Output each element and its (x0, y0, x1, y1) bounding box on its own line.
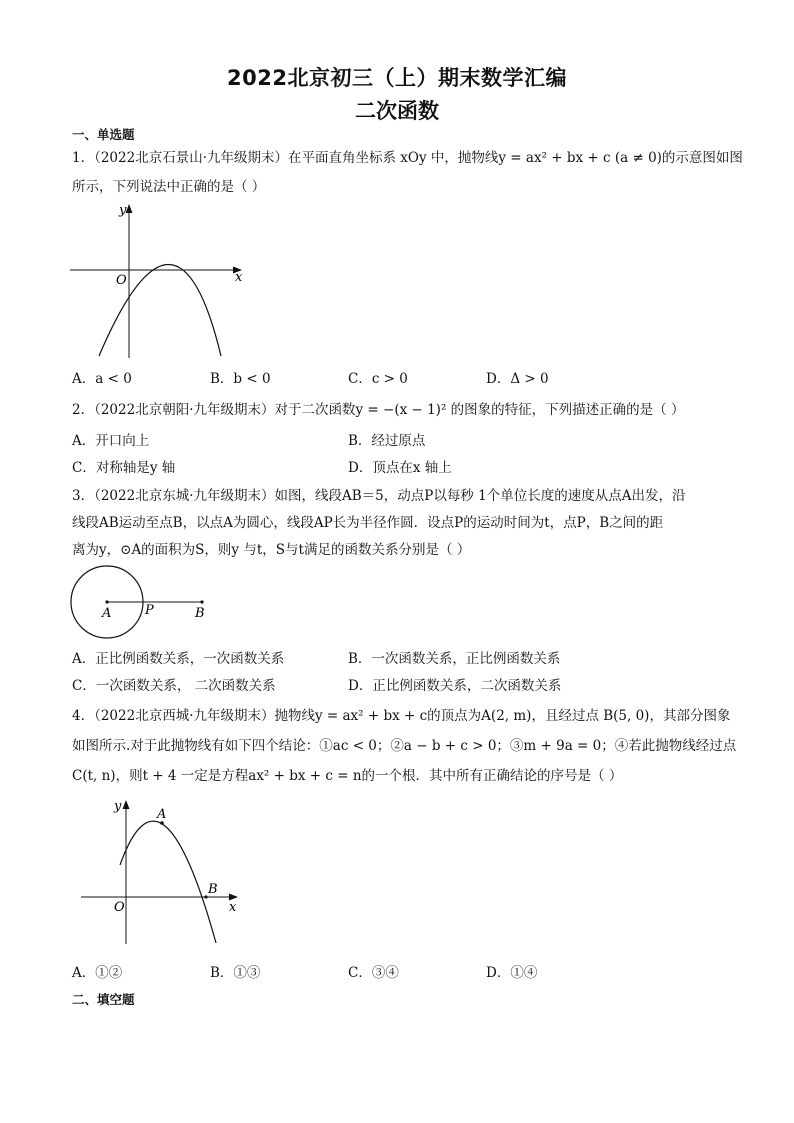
document-subtitle: 二次函数 (355, 99, 439, 123)
q3-text-line1: 3．（2022北京东城·九年级期末）如图，线段AB＝5，动点P以每秒 1个单位长度的速度从点A出发，沿 (72, 488, 686, 504)
q4-root-label: B (208, 882, 218, 897)
q4-x-label: x (229, 900, 237, 915)
document-title: 2022北京初三（上）期末数学汇编 (227, 66, 567, 90)
q3-text-line2: 线段AB运动至点B，以点A为圆心，线段AP长为半径作圆．设点P的运动时间为t，点P，B之间的距 (72, 515, 664, 531)
q2-option-a[interactable]: A．开口向上 (72, 433, 150, 449)
q1-option-b[interactable]: B．b < 0 (210, 371, 271, 387)
q4-parabola-curve (120, 821, 216, 943)
q2-option-d[interactable]: D．顶点在x 轴上 (348, 460, 452, 476)
q4-option-b[interactable]: B．①③ (210, 965, 261, 981)
q4-option-d[interactable]: D．①④ (486, 965, 538, 981)
q4-vertex-label: A (157, 807, 167, 822)
q4-option-c[interactable]: C．③④ (348, 965, 399, 981)
q2-option-b[interactable]: B．经过原点 (348, 433, 426, 449)
q1-text-line2: 所示，下列说法中正确的是（ ） (72, 179, 266, 195)
q1-option-d[interactable]: D．Δ > 0 (486, 371, 549, 387)
section-heading-single-choice: 一、单选题 (72, 127, 135, 142)
q2-option-c[interactable]: C．对称轴是y 轴 (72, 460, 176, 476)
q3-option-a[interactable]: A．正比例函数关系，一次函数关系 (72, 651, 285, 667)
q1-y-axis-arrow (126, 204, 133, 213)
q2-text-line1: 2．（2022北京朝阳·九年级期末）对于二次函数y = −(x − 1)² 的图象的特征，下列描述正确的是（ ） (72, 402, 685, 418)
q3-point-b (200, 600, 203, 603)
q4-text-line1: 4．（2022北京西城·九年级期末）抛物线y = ax² + bx + c的顶点为A(2, m)，且经过点 B(5, 0)，其部分图象 (72, 708, 731, 724)
q3-point-a (105, 600, 108, 603)
q1-origin-label: O (116, 273, 127, 288)
q1-y-label: y (119, 203, 127, 218)
q4-text-line3: C(t, n)，则t + 4 一定是方程ax² + bx + c = n的一个根．其中所有正确结论的序号是（ ） (72, 768, 623, 784)
q3-label-p: P (145, 603, 154, 618)
q1-x-label: x (235, 270, 243, 285)
q4-y-axis-arrow (123, 800, 130, 809)
q3-option-c[interactable]: C．一次函数关系， 二次函数关系 (72, 678, 276, 694)
q3-option-d[interactable]: D．正比例函数关系，二次函数关系 (348, 678, 562, 694)
q4-option-a[interactable]: A．①② (72, 965, 123, 981)
q4-y-label: y (114, 799, 122, 814)
q3-circle-figure (66, 565, 216, 645)
q1-text-line1: 1．（2022北京石景山·九年级期末）在平面直角坐标系 xOy 中，抛物线y = ax² + bx + c (a ≠ 0)的示意图如图 (72, 150, 743, 166)
q3-text-line3: 离为y，⊙A的面积为S，则y 与t，S与t满足的函数关系分别是（ ） (72, 542, 471, 558)
q1-option-c[interactable]: C．c > 0 (348, 371, 408, 387)
q4-origin-label: O (114, 900, 125, 915)
q3-label-b: B (195, 606, 205, 621)
q4-text-line2: 如图所示.对于此抛物线有如下四个结论：①ac < 0；②a − b + c > 0；③m + 9a = 0；④若此抛物线经过点 (72, 738, 737, 754)
section-heading-fill-blank: 二、填空题 (72, 992, 135, 1007)
q3-label-a: A (102, 606, 112, 621)
q3-option-b[interactable]: B．一次函数关系，正比例函数关系 (348, 651, 561, 667)
q1-option-a[interactable]: A．a < 0 (72, 371, 132, 387)
q1-parabola-figure (66, 198, 256, 363)
q4-parabola-figure (76, 792, 246, 948)
